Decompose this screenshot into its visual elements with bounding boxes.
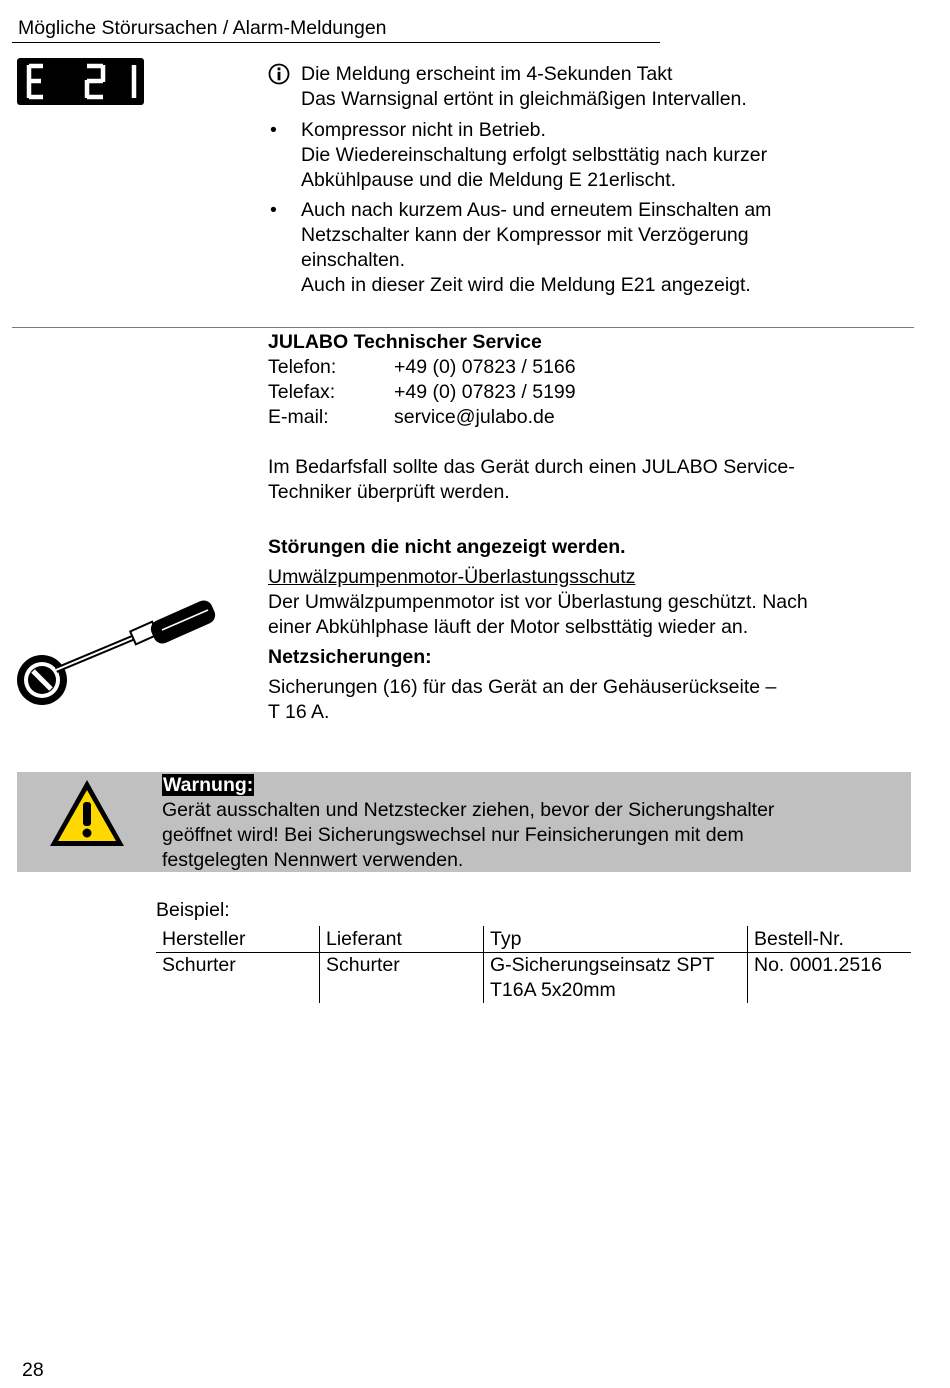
fuses-text [268, 675, 908, 725]
pump-section [268, 565, 908, 640]
service-contact [268, 330, 908, 430]
bullet-line: Abkühlpause und die Meldung E 21erlischt. [301, 169, 677, 191]
bullet-icon: • [270, 199, 277, 221]
table-cell: Schurter [320, 953, 484, 1004]
table-cell-type [484, 953, 748, 1004]
service-note [268, 455, 908, 505]
contact-row-phone [268, 355, 908, 380]
contact-row-fax [268, 380, 908, 405]
service-note-line: Im Bedarfsfall sollte das Gerät durch einen JULABO Service- [268, 456, 795, 478]
contact-label: Telefax: [268, 381, 336, 403]
table-row [156, 953, 911, 1004]
screwdriver-reset-icon [12, 596, 222, 711]
page-header-title: Mögliche Störursachen / Alarm-Meldungen [18, 17, 387, 39]
bullet-item [268, 198, 908, 298]
page-number: 28 [22, 1359, 44, 1381]
info-note [268, 62, 908, 112]
bullet-line: Auch in dieser Zeit wird die Meldung E21 angezeigt. [301, 274, 751, 296]
bullet-item [268, 118, 908, 193]
fuses-text-line: Sicherungen (16) für das Gerät an der Gehäuserückseite – [268, 676, 777, 698]
contact-row-email [268, 405, 908, 430]
contact-value: +49 (0) 07823 / 5166 [394, 356, 576, 378]
info-line-2: Das Warnsignal ertönt in gleichmäßigen Intervallen. [301, 88, 747, 110]
bullet-line: Auch nach kurzem Aus- und erneutem Einschalten am [301, 199, 772, 221]
table-header-cell: Hersteller [156, 926, 320, 953]
table-cell: Schurter [162, 954, 236, 976]
warning-line: festgelegten Nennwert verwenden. [162, 849, 464, 871]
warning-triangle-icon [47, 776, 127, 850]
bullet-line: Netzschalter kann der Kompressor mit Verzögerung [301, 224, 749, 246]
service-title: JULABO Technischer Service [268, 331, 542, 353]
bullet-icon: • [270, 119, 277, 141]
table-header-cell: Typ [484, 926, 748, 953]
warning-line: geöffnet wird! Bei Sicherungswechsel nur Feinsicherungen mit dem [162, 824, 744, 846]
pump-text-line: Der Umwälzpumpenmotor ist vor Überlastung geschützt. Nach [268, 591, 808, 613]
email-link[interactable]: service@julabo.de [394, 406, 555, 428]
pump-heading: Umwälzpumpenmotor-Überlastungsschutz [268, 566, 636, 588]
info-line-1: Die Meldung erscheint im 4-Sekunden Takt [301, 63, 673, 85]
warning-text [162, 773, 882, 873]
service-note-line: Techniker überprüft werden. [268, 481, 510, 503]
section-divider [12, 327, 914, 328]
fuse-table [156, 926, 911, 1003]
e21-seven-segment-icon [17, 58, 144, 105]
warning-label: Warnung: [163, 774, 254, 796]
table-header-cell: Lieferant [320, 926, 484, 953]
bullet-line: Die Wiedereinschaltung erfolgt selbsttätig nach kurzer [301, 144, 768, 166]
table-header-row [156, 926, 911, 953]
example-label: Beispiel: [156, 899, 230, 921]
fuses-text-line: T 16 A. [268, 701, 330, 723]
faults-title: Störungen die nicht angezeigt werden. [268, 536, 626, 558]
error-display [17, 58, 144, 105]
info-bullets [268, 118, 908, 298]
contact-value: +49 (0) 07823 / 5199 [394, 381, 576, 403]
fuses-heading: Netzsicherungen: [268, 646, 432, 668]
header-divider [12, 42, 660, 43]
table-header-cell: Bestell-Nr. [748, 926, 912, 953]
contact-label: Telefon: [268, 356, 337, 378]
bullet-line: einschalten. [301, 249, 406, 271]
type-line: G-Sicherungseinsatz SPT [490, 954, 715, 976]
alarm-info [268, 62, 908, 303]
table-cell: No. 0001.2516 [748, 953, 912, 1004]
pump-text-line: einer Abkühlphase läuft der Motor selbsttätig wieder an. [268, 616, 749, 638]
contact-label: E-mail: [268, 406, 329, 428]
type-line: T16A 5x20mm [490, 979, 616, 1001]
bullet-line: Kompressor nicht in Betrieb. [301, 119, 546, 141]
info-icon [268, 63, 290, 85]
warning-line: Gerät ausschalten und Netzstecker ziehen, bevor der Sicherungshalter [162, 799, 775, 821]
